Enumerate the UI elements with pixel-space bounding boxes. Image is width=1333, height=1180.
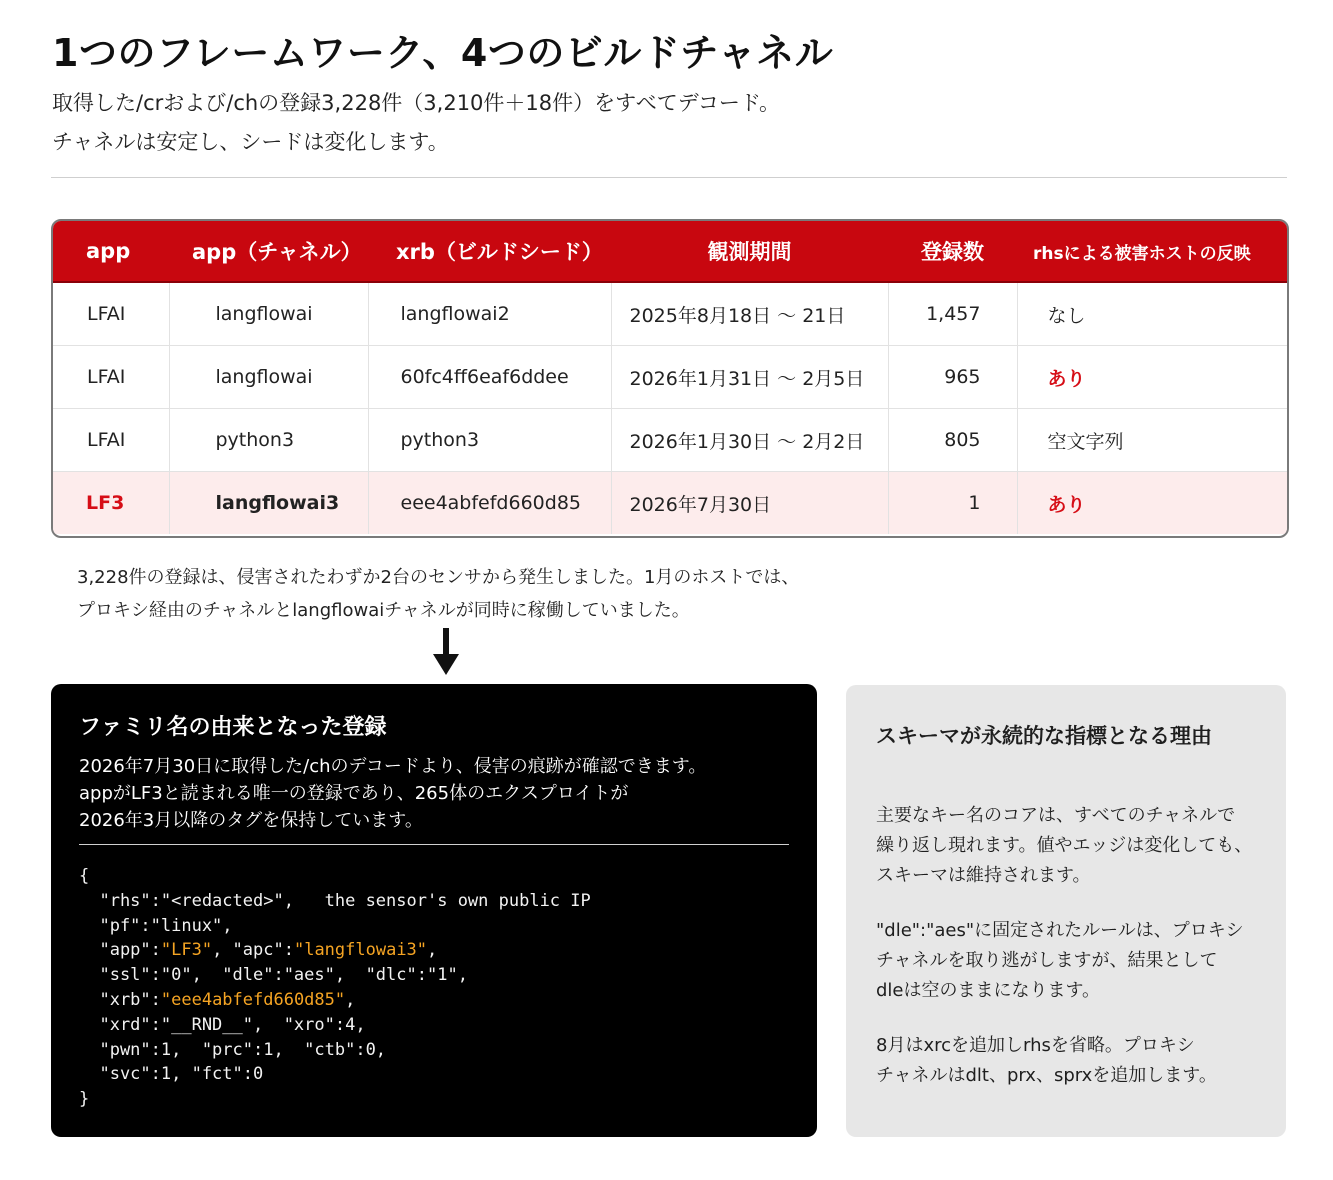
paragraph-line: 繰り返し現れます。値やエッジは変化しても、 <box>876 835 1253 856</box>
arrow-down-icon <box>432 628 460 676</box>
subtitle-line-2: チャネルは安定し、シードは変化します。 <box>52 130 449 154</box>
channels-table <box>51 219 1289 538</box>
cell-rhs: あり <box>1017 346 1287 409</box>
cell-seed: python3 <box>368 409 611 472</box>
table-row <box>53 282 1287 346</box>
cell-count: 1 <box>888 472 1017 535</box>
page-title: 1つのフレームワーク、4つのビルドチャネル <box>52 31 834 75</box>
panel-divider <box>79 844 789 845</box>
col-header-seed: xrb（ビルドシード） <box>368 221 611 282</box>
cell-seed: 60fc4ff6eaf6ddee <box>368 346 611 409</box>
note-line-2: プロキシ経由のチャネルとlangflowaiチャネルが同時に稼働していました。 <box>77 600 690 621</box>
paragraph-line: "dle":"aes"に固定されたルールは、プロキシ <box>876 920 1244 941</box>
col-header-app: app <box>53 221 169 282</box>
cell-count: 965 <box>888 346 1017 409</box>
cell-period: 2026年7月30日 <box>611 472 888 535</box>
paragraph-line: スキーマは維持されます。 <box>876 865 1091 886</box>
cell-period: 2026年1月30日 ～ 2月2日 <box>611 409 888 472</box>
code-line <box>79 938 591 963</box>
code-line <box>79 988 591 1013</box>
cell-channel: python3 <box>169 409 368 472</box>
code-key: , "apc": <box>212 940 294 961</box>
cell-rhs: なし <box>1017 282 1287 346</box>
cell-count: 805 <box>888 409 1017 472</box>
cell-count: 1,457 <box>888 282 1017 346</box>
cell-app: LF3 <box>53 472 169 535</box>
code-punct: , <box>345 989 356 1010</box>
body-line-1: 2026年7月30日に取得した/chのデコードより、侵害の痕跡が確認できます。 <box>79 756 707 777</box>
code-punct: , <box>427 940 438 961</box>
subtitle-line-1: 取得した/crおよび/chの登録3,228件（3,210件＋18件）をすべてデコード。 <box>52 91 780 115</box>
code-highlight-app: "LF3" <box>160 940 213 961</box>
code-key: "app": <box>79 940 161 961</box>
code-line: "xrd":"__RND__", "xro":4, <box>79 1014 366 1035</box>
code-highlight-xrb: "eee4abfefd660d85" <box>160 989 346 1010</box>
paragraph-line: チャネルを取り逃がしますが、結果として <box>876 950 1218 971</box>
cell-period: 2026年1月31日 ～ 2月5日 <box>611 346 888 409</box>
code-line: "pwn":1, "prc":1, "ctb":0, <box>79 1039 387 1060</box>
table-row <box>53 346 1287 409</box>
body-line-3: 2026年3月以降のタグを保持しています。 <box>79 810 423 831</box>
table-header-row <box>53 221 1287 282</box>
paragraph-line: 8月はxrcを追加しrhsを省略。プロキシ <box>876 1035 1195 1056</box>
code-highlight-apc: "langflowai3" <box>293 940 428 961</box>
code-line: "svc":1, "fct":0 <box>79 1064 264 1085</box>
schema-panel-title: スキーマが永続的な指標となる理由 <box>876 724 1212 748</box>
cell-app: LFAI <box>53 409 169 472</box>
cell-rhs: 空文字列 <box>1017 409 1287 472</box>
registration-panel-title: ファミリ名の由来となった登録 <box>79 715 387 740</box>
col-header-period: 観測期間 <box>611 221 888 282</box>
cell-seed: eee4abfefd660d85 <box>368 472 611 535</box>
paragraph-line: 主要なキー名のコアは、すべてのチャネルで <box>876 805 1236 826</box>
cell-period: 2025年8月18日 ～ 21日 <box>611 282 888 346</box>
col-header-rhs: rhsによる被害ホストの反映 <box>1017 221 1287 282</box>
registration-panel-body <box>79 753 706 834</box>
paragraph-line: チャネルはdlt、prx、sprxを追加します。 <box>876 1065 1217 1086</box>
registration-panel <box>51 684 817 1137</box>
divider <box>51 177 1287 178</box>
decoded-json-block <box>79 864 591 1112</box>
schema-panel-body <box>876 776 1252 1116</box>
table-row <box>53 409 1287 472</box>
code-line: } <box>79 1089 90 1110</box>
code-line: "rhs":"<redacted>", the sensor's own public IP <box>79 890 591 911</box>
cell-app: LFAI <box>53 346 169 409</box>
code-line: { <box>79 866 90 886</box>
note-line-1: 3,228件の登録は、侵害されたわずか2台のセンサから発生しました。1月のホストでは、 <box>77 567 800 588</box>
code-line: "ssl":"0", "dle":"aes", "dlc":"1", <box>79 965 468 986</box>
body-line-2: appがLF3と読まれる唯一の登録であり、265体のエクスプロイトが <box>79 783 629 804</box>
cell-channel: langflowai <box>169 282 368 346</box>
code-key: "xrb": <box>79 989 161 1010</box>
paragraph-line: dleは空のままになります。 <box>876 980 1101 1001</box>
col-header-channel: app（チャネル） <box>169 221 368 282</box>
cell-seed: langflowai2 <box>368 282 611 346</box>
col-header-count: 登録数 <box>888 221 1017 282</box>
page-subtitle <box>52 84 780 162</box>
cell-channel: langflowai3 <box>169 472 368 535</box>
cell-app: LFAI <box>53 282 169 346</box>
cell-channel: langflowai <box>169 346 368 409</box>
cell-rhs: あり <box>1017 472 1287 535</box>
table-note <box>77 561 799 627</box>
code-line: "pf":"linux", <box>79 915 233 936</box>
schema-panel <box>846 685 1286 1137</box>
table-row-highlighted <box>53 472 1287 535</box>
